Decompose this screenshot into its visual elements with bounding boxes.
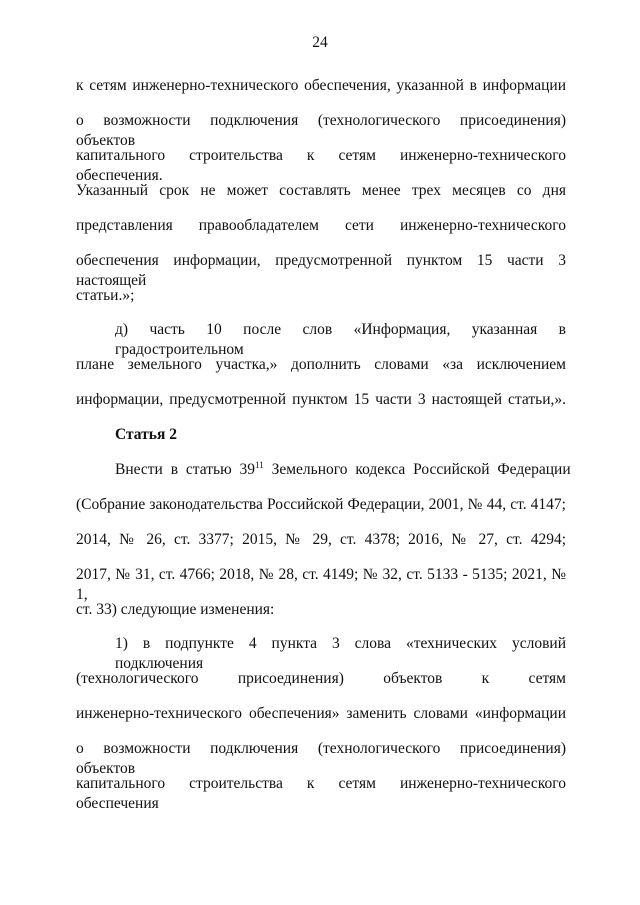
page-number: 24	[312, 34, 328, 51]
superscript: 11	[255, 460, 264, 470]
text-line: статьи.»;	[76, 287, 135, 304]
text-line: плане земельного участка,» дополнить словами «за исключением	[76, 356, 566, 373]
text-line	[115, 460, 571, 480]
text-line: информации, предусмотренной пунктом 15 части 3 настоящей статьи,».	[76, 391, 566, 408]
text-line: обеспечения информации, предусмотренной пунктом 15 части 3 настоящей	[76, 252, 566, 289]
text-line: капитального строительства к сетям инженерно-технического обеспечения.	[76, 147, 566, 184]
text-line: 2014, № 26, ст. 3377; 2015, № 29, ст. 4378; 2016, № 27, ст. 4294;	[76, 531, 566, 548]
text-fragment: Внести в статью 39	[115, 461, 256, 478]
text-line: 2017, № 31, ст. 4766; 2018, № 28, ст. 4149; № 32, ст. 5133 - 5135; 2021, № 1,	[76, 566, 566, 603]
text-line: (технологического присоединения) объектов к сетям	[76, 670, 566, 687]
text-line: ст. 33) следующие изменения:	[76, 601, 275, 618]
text-fragment: Земельного кодекса Российской Федерации	[263, 461, 571, 478]
text-line: (Собрание законодательства Российской Федерации, 2001, № 44, ст. 4147;	[76, 496, 566, 513]
text-line: 1) в подпункте 4 пункта 3 слова «технических условий подключения	[115, 635, 566, 672]
text-line: о возможности подключения (технологического присоединения) объектов	[76, 740, 566, 777]
text-line: о возможности подключения (технологического присоединения) объектов	[76, 112, 566, 149]
text-line: капитального строительства к сетям инженерно-технического обеспечения	[76, 775, 566, 812]
article-heading: Статья 2	[115, 426, 177, 443]
text-line: представления правообладателем сети инженерно-технического	[76, 217, 566, 234]
text-line: Указанный срок не может составлять менее трех месяцев со дня	[76, 182, 566, 199]
text-line: д) часть 10 после слов «Информация, указанная в градостроительном	[115, 321, 566, 358]
text-line: инженерно-технического обеспечения» заменить словами «информации	[76, 705, 566, 722]
text-line: к сетям инженерно-технического обеспечения, указанной в информации	[76, 77, 566, 94]
